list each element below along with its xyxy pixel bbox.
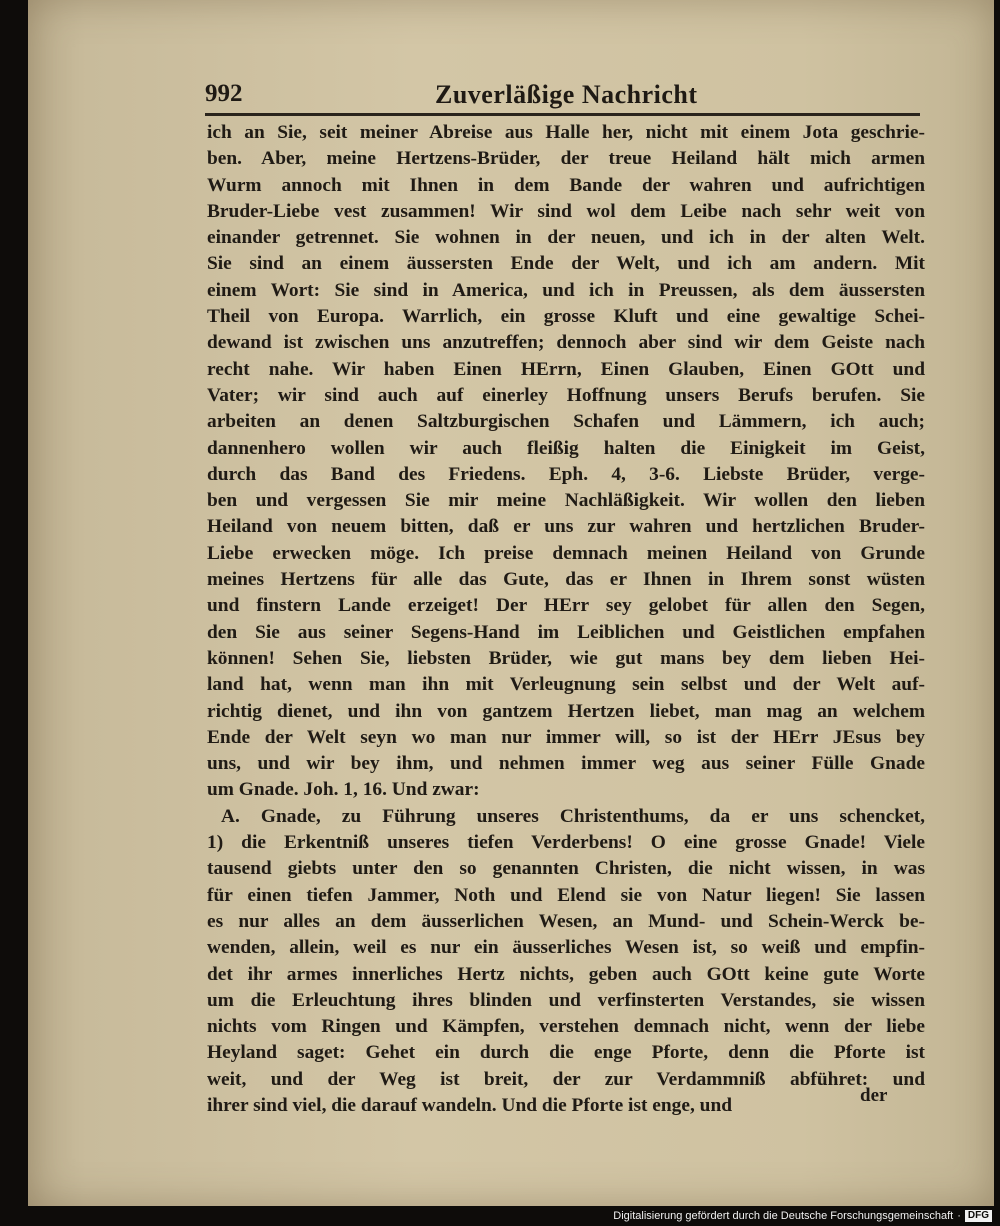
running-title: Zuverläßige Nachricht — [435, 80, 698, 109]
page-header — [205, 80, 925, 114]
footer-credit — [613, 1208, 992, 1224]
text-line: Wurm annoch mit Ihnen in dem Bande der wahren und aufrichtigen — [207, 174, 925, 196]
footer-separator: · — [957, 1210, 961, 1222]
text-line: richtig dienet, und ihn von gantzem Hertzen liebet, man mag an welchem — [207, 700, 925, 722]
text-line: um die Erleuchtung ihres blinden und verfinsterten Verstandes, sie wissen — [207, 989, 925, 1011]
text-line: wenden, allein, weil es nur ein äusserliches Wesen ist, so weiß und empfin- — [207, 937, 925, 959]
text-line: Sie sind an einem äussersten Ende der Welt, und ich am andern. Mit — [207, 253, 925, 275]
text-line: und finstern Lande erzeiget! Der HErr sey gelobet für allen den Segen, — [207, 595, 925, 617]
text-line: Liebe erwecken möge. Ich preise demnach meinen Heiland von Grunde — [207, 542, 925, 564]
text-line: ben und vergessen Sie mir meine Nachläßigkeit. Wir wollen den lieben — [207, 490, 925, 512]
text-line: meines Hertzens für alle das Gute, das er Ihnen in Ihrem sonst wüsten — [207, 569, 925, 591]
text-line: einem Wort: Sie sind in America, und ich in Preussen, als dem äussersten — [207, 279, 925, 301]
text-line: dannenhero wollen wir auch fleißig halten die Einigkeit im Geist, — [207, 437, 925, 459]
text-line: ihrer sind viel, die darauf wandeln. Und die Pforte ist enge, und — [207, 1094, 733, 1116]
text-line: 1) die Erkentniß unseres tiefen Verderbens! O eine grosse Gnade! Viele — [207, 832, 925, 854]
text-line: recht nahe. Wir haben Einen HErrn, Einen Glauben, Einen GOtt und — [207, 358, 925, 380]
text-line: dewand ist zwischen uns anzutreffen; dennoch aber sind wir dem Geiste nach — [207, 332, 925, 354]
text-line: um Gnade. Joh. 1, 16. Und zwar: — [207, 779, 480, 801]
text-line: Vater; wir sind auch auf einerley Hoffnung unsers Berufs berufen. Sie — [207, 384, 925, 406]
text-line: Bruder-Liebe vest zusammen! Wir sind wol dem Leibe nach sehr weit von — [207, 200, 925, 222]
text-line: Theil von Europa. Warrlich, ein grosse Kluft und eine gewaltige Schei- — [207, 306, 925, 328]
text-line: es nur alles an dem äusserlichen Wesen, an Mund- und Schein-Werck be- — [207, 910, 925, 932]
body-text — [207, 120, 925, 1119]
text-line: uns, und wir bey ihm, und nehmen immer weg aus seiner Fülle Gnade — [207, 753, 925, 775]
text-line: arbeiten an denen Saltzburgischen Schafen und Lämmern, ich auch; — [207, 411, 925, 433]
text-line: ich an Sie, seit meiner Abreise aus Halle her, nicht mit einem Jota geschrie- — [207, 122, 925, 143]
catchword: der — [860, 1085, 888, 1106]
text-line: tausend giebts unter den so genannten Christen, die nicht wissen, in was — [207, 858, 925, 880]
dfg-logo: DFG — [965, 1210, 992, 1222]
text-line: Heiland von neuem bitten, daß er uns zur wahren und hertzlichen Bruder- — [207, 516, 925, 538]
text-line: können! Sehen Sie, liebsten Brüder, wie gut mans bey dem lieben Hei- — [207, 647, 925, 669]
text-line: ben. Aber, meine Hertzens-Brüder, der treue Heiland hält mich armen — [207, 148, 925, 170]
page-number: 992 — [205, 80, 243, 107]
text-line: durch das Band des Friedens. Eph. 4, 3-6. Liebste Brüder, verge- — [207, 463, 925, 485]
text-line: Heyland saget: Gehet ein durch die enge Pforte, denn die Pforte ist — [207, 1042, 925, 1064]
header-rule — [205, 113, 920, 116]
text-line: A. Gnade, zu Führung unseres Christenthums, da er uns schencket, — [221, 805, 925, 827]
text-line: Ende der Welt seyn wo man nur immer will, so ist der HErr JEsus bey — [207, 726, 925, 748]
footer-text: Digitalisierung gefördert durch die Deutsche Forschungsgemeinschaft — [613, 1210, 954, 1222]
text-line: det ihr armes innerliches Hertz nichts, geben auch GOtt keine gute Worte — [207, 963, 925, 985]
text-line: weit, und der Weg ist breit, der zur Verdammniß abführet: und — [207, 1068, 925, 1090]
text-line: den Sie aus seiner Segens-Hand im Leiblichen und Geistlichen empfahen — [207, 621, 925, 643]
text-line: für einen tiefen Jammer, Noth und Elend sie von Natur liegen! Sie lassen — [207, 884, 925, 906]
text-line: nichts vom Ringen und Kämpfen, verstehen demnach nicht, wenn der liebe — [207, 1016, 925, 1038]
text-line: land hat, wenn man ihn mit Verleugnung sein selbst und der Welt auf- — [207, 674, 925, 696]
text-line: einander getrennet. Sie wohnen in der neuen, und ich in der alten Welt. — [207, 227, 925, 249]
